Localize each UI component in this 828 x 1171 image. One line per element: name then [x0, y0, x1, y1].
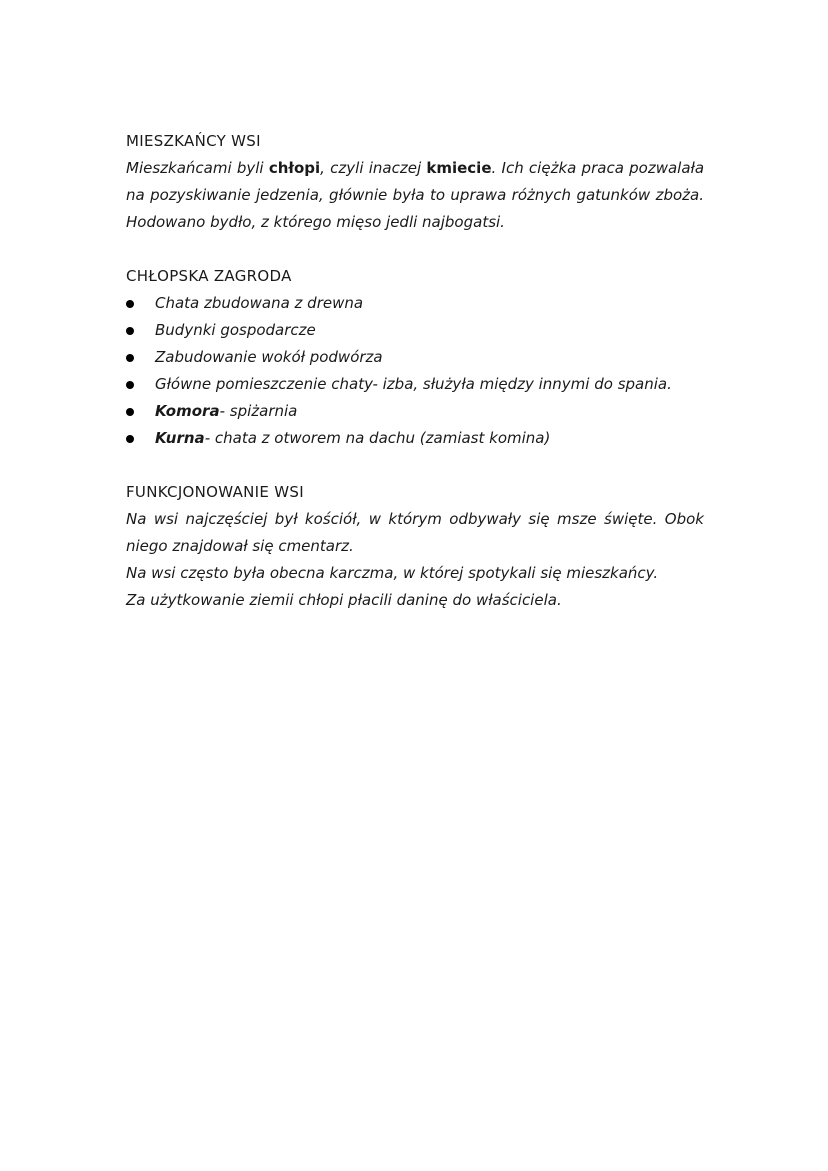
section-funkcjonowanie	[126, 479, 704, 614]
section-mieszkancy	[126, 128, 704, 236]
list-item	[126, 317, 704, 344]
section-heading: CHŁOPSKA ZAGRODA	[126, 267, 292, 285]
list-item	[126, 425, 704, 452]
bullet-icon	[126, 381, 134, 389]
bold-term: Kurna	[155, 429, 205, 447]
section-line: Na wsi często była obecna karczma, w której spotykali się mieszkańcy.	[126, 564, 659, 582]
bullet-icon	[126, 354, 134, 362]
list-item-text: Zabudowanie wokół podwórza	[155, 348, 383, 366]
bold-term: chłopi	[268, 159, 321, 177]
section-heading: MIESZKAŃCY WSI	[126, 132, 261, 150]
section-line: Za użytkowanie ziemii chłopi płacili daninę do właściciela.	[126, 591, 562, 609]
list-item	[126, 290, 704, 317]
list-item	[126, 371, 704, 398]
text-run: Mieszkańcami byli	[126, 159, 269, 177]
list-item-text: - chata z otworem na dachu (zamiast komina)	[204, 429, 551, 447]
bullet-icon	[126, 300, 134, 308]
text-run: , czyli inaczej	[320, 159, 427, 177]
document-page	[126, 128, 704, 641]
bold-term: Komora	[155, 402, 220, 420]
list-item	[126, 344, 704, 371]
bold-term: kmiecie	[426, 159, 492, 177]
section-heading: FUNKCJONOWANIE WSI	[126, 483, 304, 501]
text-run: . Ich ciężka praca pozwalała na pozyskiwanie jedzenia, głównie była to uprawa różnych gatunków zboża. Hodowano bydło, z którego mięso jedli najbogatsi.	[126, 159, 705, 231]
bullet-list	[126, 290, 704, 452]
list-item-text: Główne pomieszczenie chaty- izba, służyła między innymi do spania.	[155, 375, 672, 393]
section-zagroda	[126, 263, 704, 452]
section-paragraph	[126, 155, 704, 236]
bullet-icon	[126, 327, 134, 335]
list-item-text: - spiżarnia	[219, 402, 298, 420]
section-paragraph: Na wsi najczęściej był kościół, w którym odbywały się msze święte. Obok niego znajdował się cmentarz.	[126, 510, 704, 555]
list-item-text: Budynki gospodarcze	[155, 321, 316, 339]
bullet-icon	[126, 408, 134, 416]
list-item-text: Chata zbudowana z drewna	[155, 294, 364, 312]
bullet-icon	[126, 435, 134, 443]
list-item	[126, 398, 704, 425]
